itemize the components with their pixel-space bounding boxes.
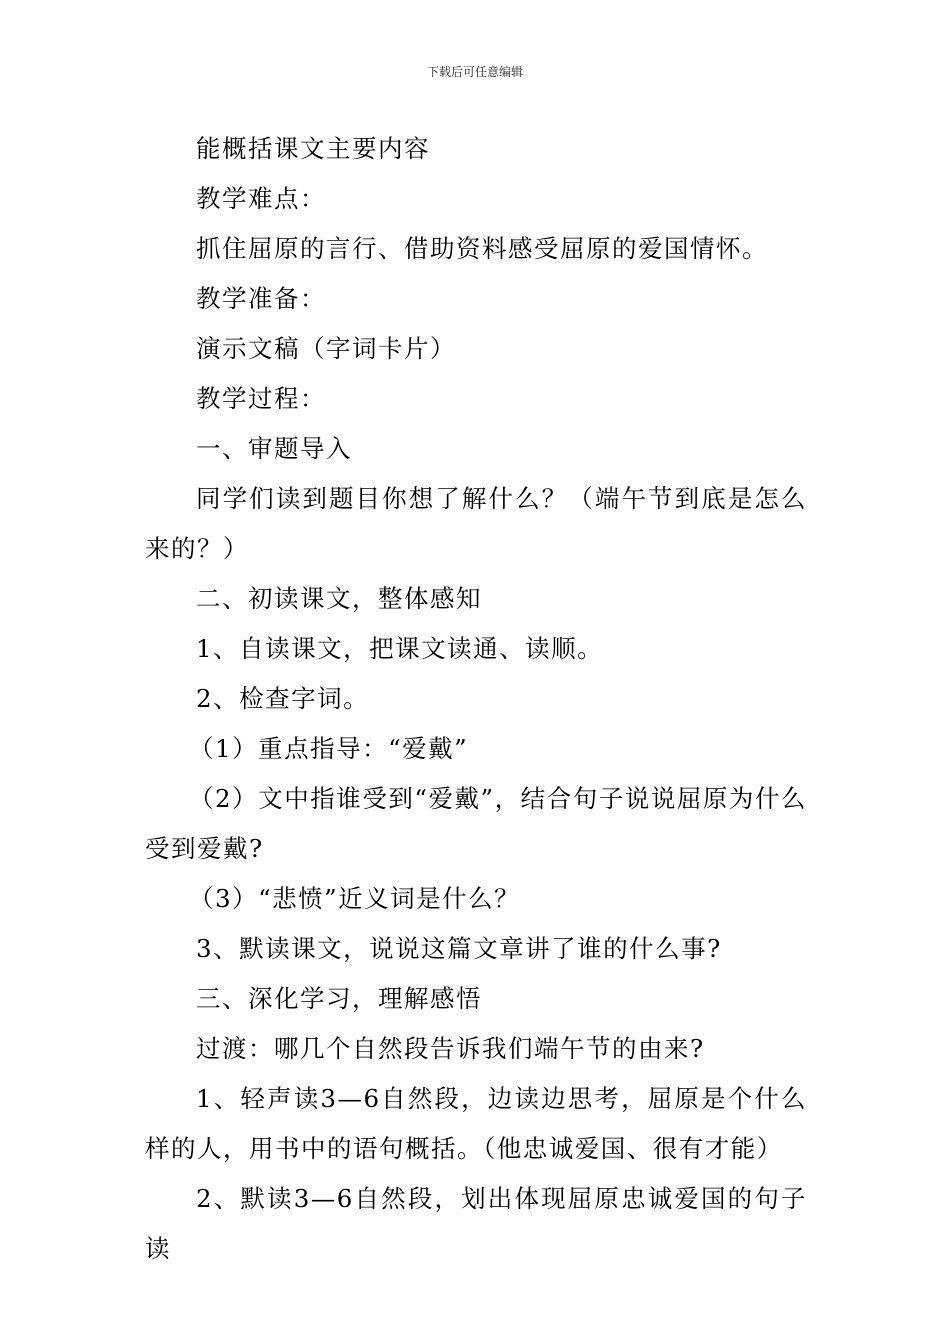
- heading-teaching-difficulty: 教学难点：: [196, 184, 326, 213]
- paragraph-preparation-text: 演示文稿（字词卡片）: [196, 334, 456, 363]
- section-heading-first-reading: 二、初读课文，整体感知: [196, 584, 482, 613]
- list-item-check-words: 2、检查字词。: [196, 684, 370, 713]
- page-header: 下载后可任意编辑: [426, 65, 523, 79]
- heading-teaching-process: 教学过程：: [196, 384, 326, 413]
- list-item-self-reading: 1、自读课文，把课文读通、读顺。: [196, 634, 604, 663]
- paragraph-difficulty-text: 抓住屈原的言行、借助资料感受屈原的爱国情怀。: [196, 234, 768, 263]
- sub-item-synonym: （3）“悲愤”近义词是什么？: [189, 884, 521, 913]
- paragraph-summary-goal: 能概括课文主要内容: [196, 134, 430, 163]
- list-item-soft-reading: 1、轻声读3—6自然段，边读边思考，屈原是个什么样的人，用书中的语句概括。（他忠诚爱国、很有才能）: [145, 1084, 807, 1163]
- sub-item-who-is-loved: （2）文中指谁受到“爱戴”，结合句子说说屈原为什么受到爱戴?: [145, 784, 807, 863]
- sub-item-key-guidance: （1）重点指导：“爱戴”: [189, 734, 469, 763]
- paragraph-transition: 过渡：哪几个自然段告诉我们端午节的由来?: [196, 1034, 705, 1063]
- heading-teaching-preparation: 教学准备：: [196, 284, 326, 313]
- section-heading-intro: 一、审题导入: [196, 434, 352, 463]
- document-body: [145, 124, 807, 1274]
- list-item-mark-sentences: 2、默读3—6自然段，划出体现屈原忠诚爱国的句子读: [145, 1184, 807, 1263]
- paragraph-intro-question: 同学们读到题目你想了解什么？（端午节到底是怎么来的？）: [145, 484, 807, 563]
- section-heading-deep-learning: 三、深化学习，理解感悟: [196, 984, 482, 1013]
- list-item-silent-reading: 3、默读课文，说说这篇文章讲了谁的什么事?: [196, 934, 722, 963]
